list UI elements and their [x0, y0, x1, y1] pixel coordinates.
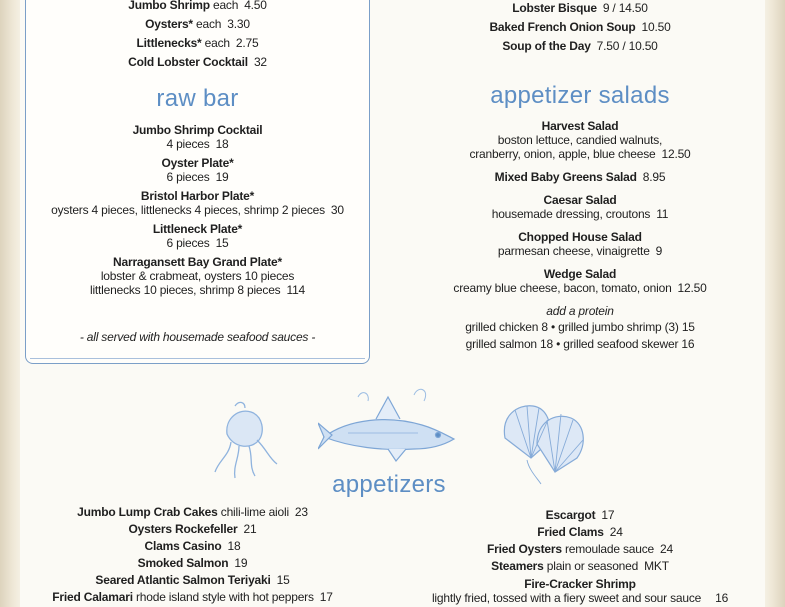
appetizers-left-list: [20, 504, 365, 606]
raw-bar-list: [25, 123, 370, 302]
scallop-shells-illustration: [497, 398, 589, 486]
appetizers-heading: appetizers: [332, 471, 446, 498]
menu-item: Littlenecks* each 2.75: [136, 36, 259, 50]
paper-edge-right: [763, 0, 785, 607]
menu-item: Lobster Bisque 9 / 14.50: [512, 1, 648, 15]
fish-illustration: [318, 385, 460, 467]
top-left-list: [25, 0, 370, 71]
appetizers-right-list: [410, 507, 750, 605]
menu-item: Seared Atlantic Salmon Teriyaki 15: [95, 573, 290, 587]
protein-options: grilled salmon 18 • grilled seafood skewer 16: [465, 337, 695, 351]
menu-item: Jumbo Shrimp Cocktail 4 pieces 18: [132, 123, 263, 151]
jellyfish-illustration: [205, 400, 285, 482]
salads-heading: appetizer salads: [490, 82, 670, 109]
menu-item: Escargot 17: [545, 508, 615, 522]
menu-item: Fire-Cracker Shrimp: [524, 577, 636, 591]
menu-item: Oyster Plate* 6 pieces 19: [161, 156, 234, 184]
menu-item: Harvest Salad boston lettuce, candied walnuts, cranberry, onion, apple, blue cheese 12.50: [469, 119, 691, 161]
menu-item: Wedge Salad creamy blue cheese, bacon, tomato, onion 12.50: [453, 267, 707, 295]
menu-item: Caesar Salad housemade dressing, croutons 11: [491, 193, 669, 221]
raw-bar-heading: raw bar: [156, 85, 239, 112]
menu-item: Cold Lobster Cocktail 32: [128, 55, 267, 69]
raw-bar-footer: - all served with housemade seafood sauces -: [79, 330, 316, 344]
menu-item: Bristol Harbor Plate* oysters 4 pieces, littlenecks 4 pieces, shrimp 2 pieces 30: [51, 189, 344, 217]
menu-item: Narragansett Bay Grand Plate* lobster & crabmeat, oysters 10 pieces littlenecks 10 pieces, shrimp 8 pieces 114: [89, 255, 306, 297]
menu-item: Oysters* each 3.30: [145, 17, 250, 31]
menu-item: Fried Calamari rhode island style with hot peppers 17: [52, 590, 333, 604]
paper-edge-left: [0, 0, 22, 607]
menu-item: Fried Oysters remoulade sauce 24: [487, 542, 673, 556]
soup-list: [410, 0, 750, 55]
menu-item: Littleneck Plate* 6 pieces 15: [152, 222, 243, 250]
protein-options: grilled chicken 8 • grilled jumbo shrimp (3) 15: [465, 320, 695, 334]
menu-item: Soup of the Day 7.50 / 10.50: [502, 39, 658, 53]
menu-item: Clams Casino 18: [144, 539, 241, 553]
menu-item-detail: lightly fried, tossed with a fiery sweet and sour sauce 16: [431, 591, 729, 605]
menu-item: Oysters Rockefeller 21: [128, 522, 257, 536]
salads-list: [410, 119, 750, 353]
menu-item: Steamers plain or seasoned MKT: [491, 559, 669, 573]
menu-item: Smoked Salmon 19: [137, 556, 248, 570]
menu-item: Fried Clams 24: [537, 525, 623, 539]
menu-item: Baked French Onion Soup 10.50: [489, 20, 671, 34]
menu-item: Jumbo Shrimp each 4.50: [128, 0, 267, 12]
menu-item: Mixed Baby Greens Salad 8.95: [494, 170, 666, 184]
add-protein-label: add a protein: [546, 304, 614, 318]
menu-item: Jumbo Lump Crab Cakes chili-lime aioli 23: [77, 505, 308, 519]
menu-item: Chopped House Salad parmesan cheese, vinaigrette 9: [497, 230, 663, 258]
